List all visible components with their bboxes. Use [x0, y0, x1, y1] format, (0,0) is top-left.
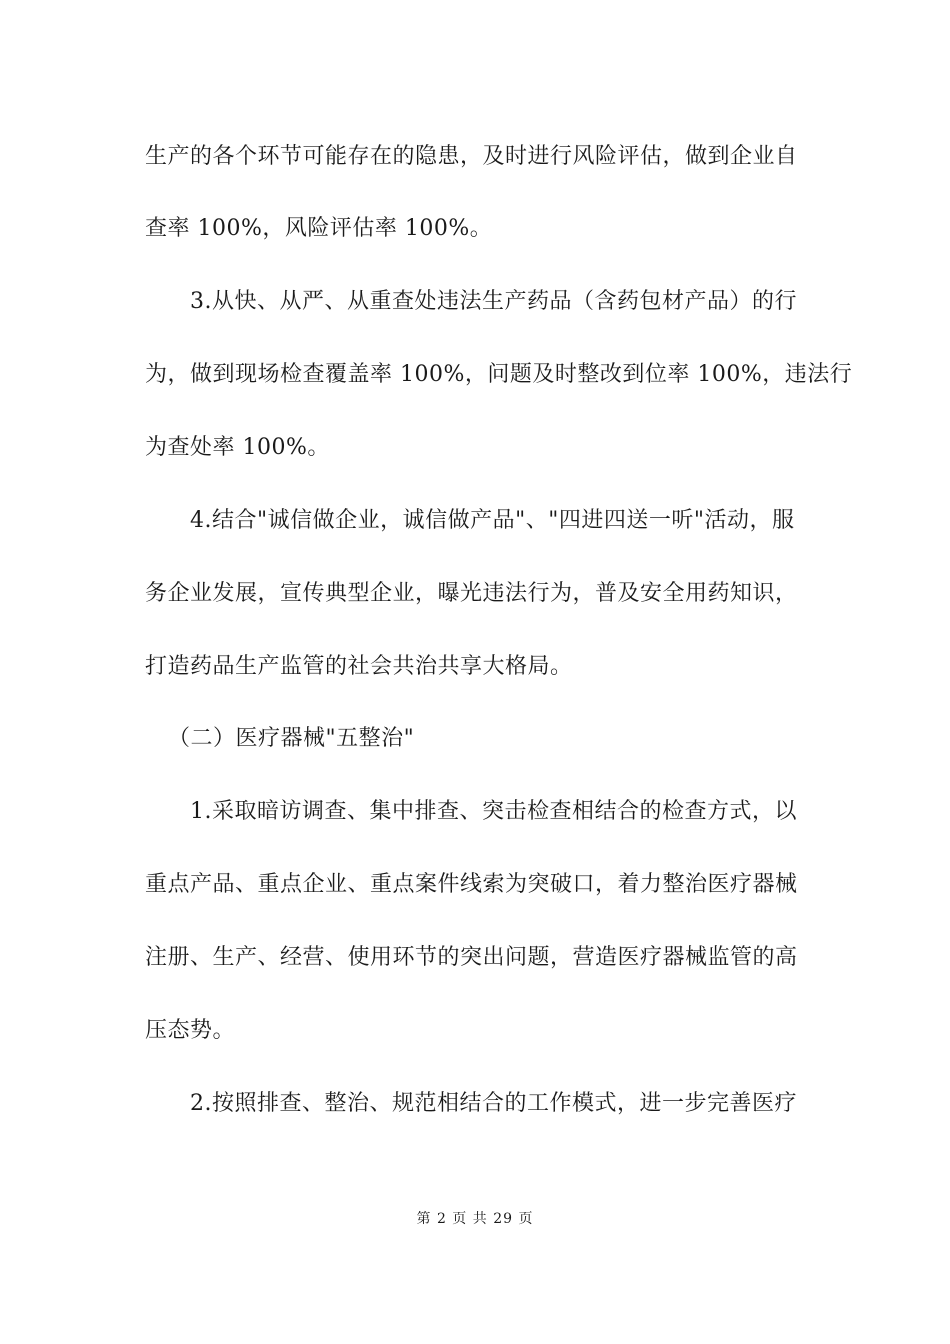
paragraph-line: 查率 100%，风险评估率 100%。 — [145, 216, 493, 241]
paragraph-line: 压态势。 — [145, 1018, 236, 1043]
paragraph-line: 1.采取暗访调查、集中排查、突击检查相结合的检查方式，以 — [190, 799, 797, 824]
paragraph-line: 重点产品、重点企业、重点案件线索为突破口，着力整治医疗器械 — [145, 872, 798, 897]
paragraph-line: 生产的各个环节可能存在的隐患，及时进行风险评估，做到企业自 — [145, 144, 798, 169]
section-heading: （二）医疗器械"五整治" — [168, 726, 415, 751]
paragraph-line: 2.按照排查、整治、规范相结合的工作模式，进一步完善医疗 — [190, 1091, 797, 1116]
paragraph-line: 注册、生产、经营、使用环节的突出问题，营造医疗器械监管的高 — [145, 945, 798, 970]
paragraph-line: 3.从快、从严、从重查处违法生产药品（含药包材产品）的行 — [190, 289, 797, 314]
paragraph-line: 为查处率 100%。 — [145, 435, 330, 460]
page-number-footer: 第 2 页 共 29 页 — [416, 1211, 534, 1227]
paragraph-line: 为，做到现场检查覆盖率 100%，问题及时整改到位率 100%，违法行 — [145, 362, 853, 387]
paragraph-line: 4.结合"诚信做企业，诚信做产品"、"四进四送一听"活动，服 — [190, 508, 795, 533]
paragraph-line: 打造药品生产监管的社会共治共享大格局。 — [145, 654, 573, 679]
paragraph-line: 务企业发展，宣传典型企业，曝光违法行为，普及安全用药知识， — [145, 581, 798, 606]
